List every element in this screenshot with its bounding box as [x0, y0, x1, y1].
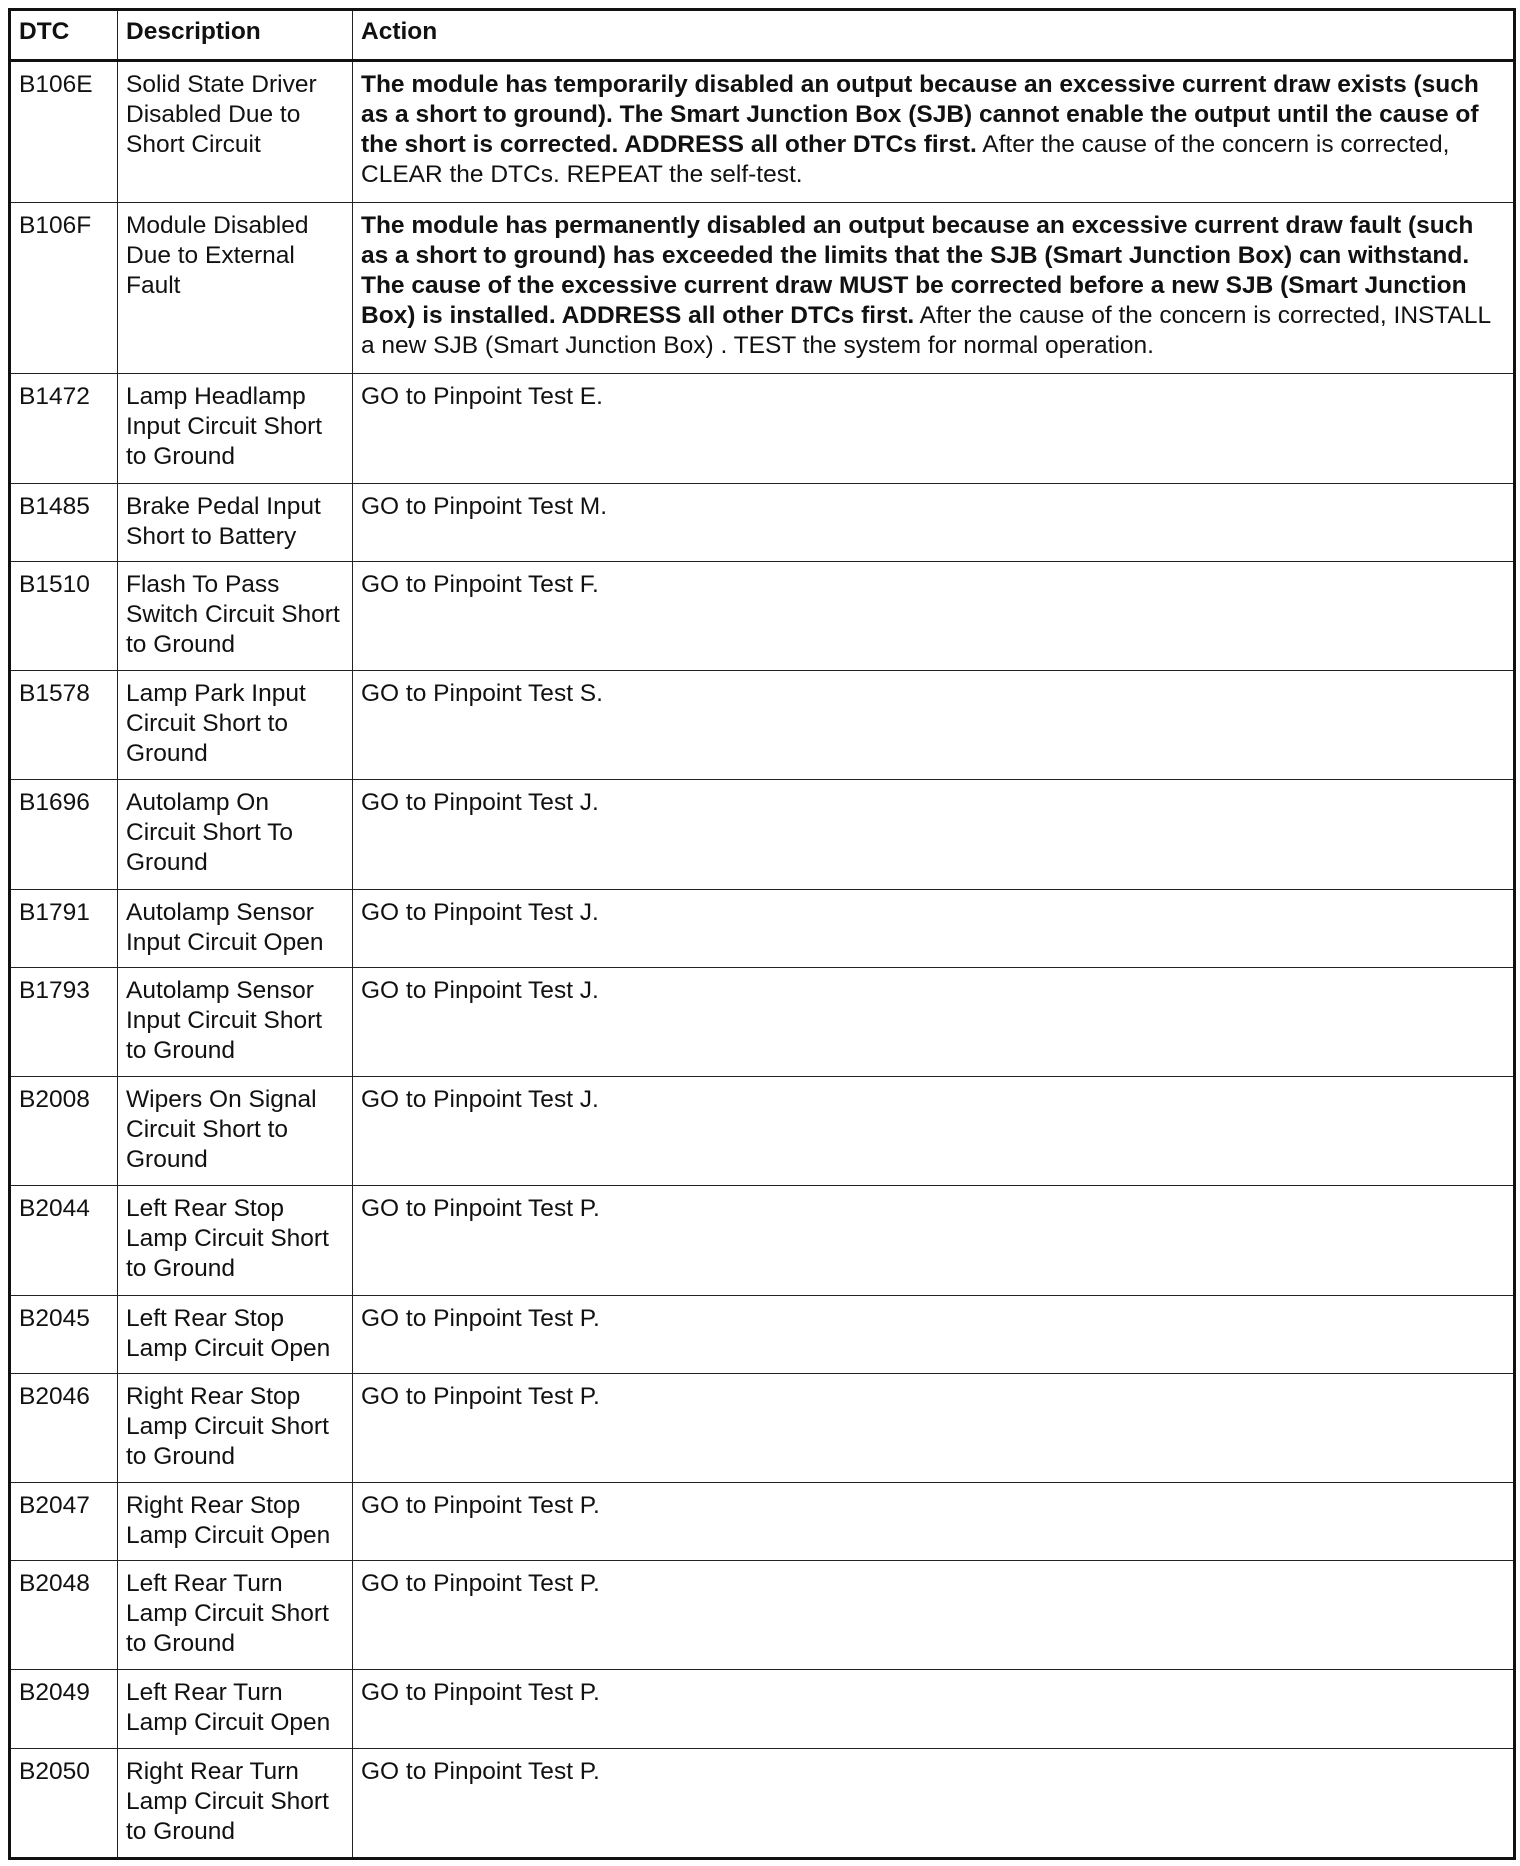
action-instruction-bold: The module has temporarily disabled an output because an excessive current draw exists (such as a short to ground). The Smart Junction Box (SJB) cannot enable the output until the cause of the short is corrected. ADDRESS all other DTCs first. — [361, 71, 1479, 158]
dtc-description: Left Rear Turn Lamp Circuit Open — [118, 1670, 353, 1748]
table-row — [10, 1561, 1515, 1670]
action-instruction: GO to Pinpoint Test P. — [361, 1492, 600, 1520]
action-instruction: GO to Pinpoint Test J. — [361, 789, 599, 817]
table-row — [10, 561, 1515, 670]
dtc-code: B2046 — [10, 1373, 118, 1482]
action-instruction-bold: The module has permanently disabled an output because an excessive current draw fault (such as a short to ground) has exceeded the limits that the SJB (Smart Junction Box) can withstand. The cause of the excessive current draw MUST be corrected before a new SJB (Smart Junction Box) is installed. ADDRESS all other DTCs first. — [361, 211, 1474, 329]
dtc-code: B1510 — [10, 561, 118, 670]
action-instruction: GO to Pinpoint Test M. — [361, 492, 608, 520]
dtc-code: B2048 — [10, 1561, 118, 1670]
action-instruction: GO to Pinpoint Test J. — [361, 898, 599, 926]
table-row — [10, 1483, 1515, 1561]
header-action: Action — [353, 10, 1515, 61]
action-instruction: After the cause of the concern is corrected, INSTALL a new SJB (Smart Junction Box) . TEST the system for normal operation. — [361, 301, 1491, 359]
dtc-description: Wipers On Signal Circuit Short to Ground — [118, 1077, 353, 1186]
dtc-action — [353, 1561, 1515, 1670]
table-row — [10, 1186, 1515, 1295]
dtc-description: Autolamp Sensor Input Circuit Short to Ground — [118, 967, 353, 1076]
table-row — [10, 1373, 1515, 1482]
table-row — [10, 1748, 1515, 1858]
dtc-code: B1472 — [10, 374, 118, 483]
dtc-description: Left Rear Stop Lamp Circuit Open — [118, 1295, 353, 1373]
dtc-description: Right Rear Turn Lamp Circuit Short to Ground — [118, 1748, 353, 1858]
dtc-action — [353, 61, 1515, 203]
dtc-description: Autolamp Sensor Input Circuit Open — [118, 889, 353, 967]
dtc-code: B1791 — [10, 889, 118, 967]
table-row — [10, 374, 1515, 483]
dtc-action — [353, 1295, 1515, 1373]
dtc-description: Autolamp On Circuit Short To Ground — [118, 780, 353, 889]
dtc-code: B2047 — [10, 1483, 118, 1561]
action-instruction: GO to Pinpoint Test F. — [361, 570, 599, 598]
action-instruction: GO to Pinpoint Test P. — [361, 1304, 600, 1332]
table-row — [10, 1670, 1515, 1748]
table-row — [10, 61, 1515, 203]
dtc-action — [353, 1077, 1515, 1186]
dtc-description: Left Rear Stop Lamp Circuit Short to Ground — [118, 1186, 353, 1295]
header-description: Description — [118, 10, 353, 61]
dtc-action — [353, 1670, 1515, 1748]
dtc-code: B1793 — [10, 967, 118, 1076]
dtc-action — [353, 889, 1515, 967]
dtc-description: Solid State Driver Disabled Due to Short Circuit — [118, 61, 353, 203]
table-row — [10, 202, 1515, 374]
table-body — [10, 61, 1515, 1859]
dtc-action — [353, 483, 1515, 561]
action-instruction: GO to Pinpoint Test P. — [361, 1679, 600, 1707]
dtc-code: B1485 — [10, 483, 118, 561]
dtc-action — [353, 561, 1515, 670]
dtc-description: Brake Pedal Input Short to Battery — [118, 483, 353, 561]
dtc-action — [353, 1373, 1515, 1482]
table-row — [10, 671, 1515, 780]
dtc-code: B106F — [10, 202, 118, 374]
dtc-code: B1578 — [10, 671, 118, 780]
dtc-action — [353, 967, 1515, 1076]
dtc-code: B2045 — [10, 1295, 118, 1373]
dtc-description: Right Rear Stop Lamp Circuit Short to Ground — [118, 1373, 353, 1482]
dtc-description: Flash To Pass Switch Circuit Short to Ground — [118, 561, 353, 670]
dtc-table — [8, 8, 1516, 1860]
dtc-action — [353, 1748, 1515, 1858]
dtc-description: Lamp Headlamp Input Circuit Short to Ground — [118, 374, 353, 483]
table-row — [10, 967, 1515, 1076]
dtc-code: B2008 — [10, 1077, 118, 1186]
dtc-description: Left Rear Turn Lamp Circuit Short to Ground — [118, 1561, 353, 1670]
action-instruction: GO to Pinpoint Test P. — [361, 1382, 600, 1410]
table-header — [10, 10, 1515, 61]
dtc-code: B1696 — [10, 780, 118, 889]
action-instruction: GO to Pinpoint Test P. — [361, 1570, 600, 1598]
action-instruction: GO to Pinpoint Test E. — [361, 383, 603, 411]
dtc-action — [353, 780, 1515, 889]
dtc-action — [353, 202, 1515, 374]
dtc-action — [353, 1186, 1515, 1295]
table-row — [10, 1077, 1515, 1186]
dtc-action — [353, 374, 1515, 483]
dtc-code: B2050 — [10, 1748, 118, 1858]
header-row — [10, 10, 1515, 61]
dtc-action — [353, 1483, 1515, 1561]
dtc-description: Lamp Park Input Circuit Short to Ground — [118, 671, 353, 780]
dtc-code: B2049 — [10, 1670, 118, 1748]
action-instruction: GO to Pinpoint Test S. — [361, 680, 603, 708]
action-instruction: After the cause of the concern is corrected, CLEAR the DTCs. REPEAT the self-test. — [361, 131, 1450, 188]
table-row — [10, 483, 1515, 561]
table-row — [10, 780, 1515, 889]
dtc-description: Module Disabled Due to External Fault — [118, 202, 353, 374]
dtc-code: B2044 — [10, 1186, 118, 1295]
table-row — [10, 889, 1515, 967]
action-instruction: GO to Pinpoint Test P. — [361, 1757, 600, 1785]
action-instruction: GO to Pinpoint Test J. — [361, 1086, 599, 1114]
header-dtc: DTC — [10, 10, 118, 61]
table-row — [10, 1295, 1515, 1373]
dtc-description: Right Rear Stop Lamp Circuit Open — [118, 1483, 353, 1561]
action-instruction: GO to Pinpoint Test J. — [361, 976, 599, 1004]
action-instruction: GO to Pinpoint Test P. — [361, 1195, 600, 1223]
dtc-action — [353, 671, 1515, 780]
dtc-code: B106E — [10, 61, 118, 203]
